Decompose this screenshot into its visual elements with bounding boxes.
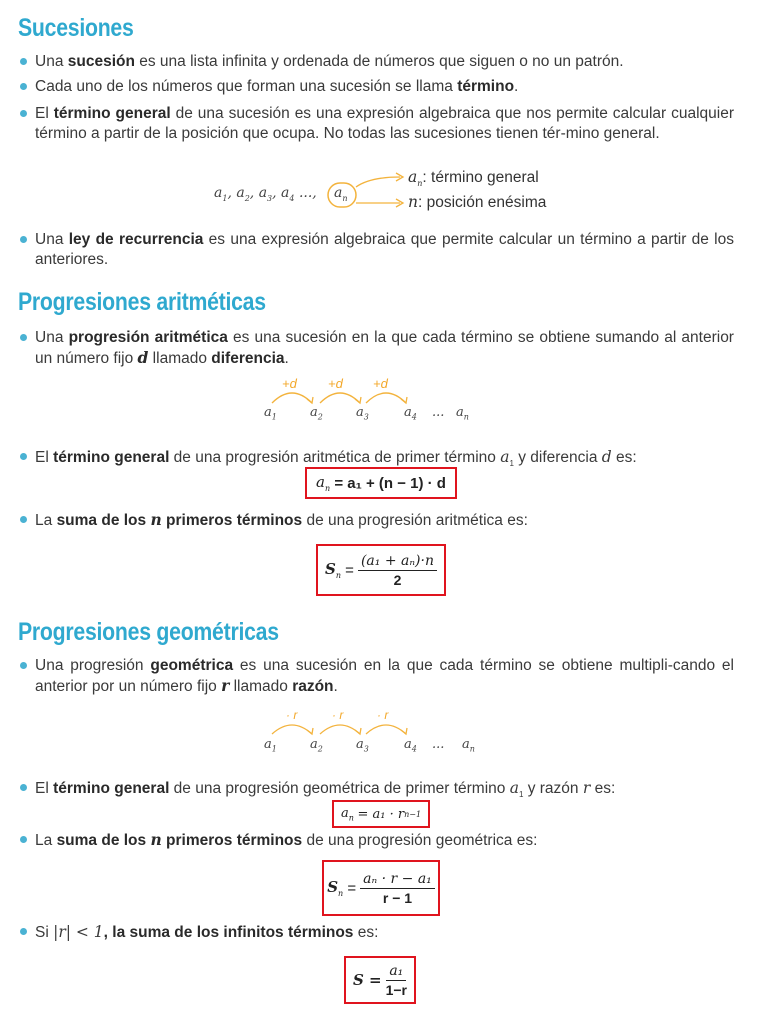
bullet-icon <box>20 58 27 65</box>
bullet-termino-general-geo: El término general de una progresión geométrica de primer término $a_1$ y razón r es: <box>18 778 734 805</box>
sequence-terms: $a_1$, $a_2$, $a_3$, $a_4$ ..., <box>214 185 317 203</box>
term: $a_4$ <box>404 405 417 422</box>
bullet-icon <box>20 453 27 460</box>
diagram-arrows <box>0 165 768 220</box>
an-term: $a_n$ <box>334 185 348 203</box>
label-posicion: n: posición enésima <box>408 193 547 211</box>
section-title-aritmeticas: Progresiones aritméticas <box>18 288 266 316</box>
term: $a_4$ <box>404 737 417 754</box>
arithmetic-diagram <box>0 375 768 430</box>
bullet-progresion-geometrica: Una progresión geométrica es una sucesión en la que cada término se obtiene multipli-cando el anterior por un número fijo r llamado razón. <box>18 656 734 697</box>
ellipsis: ... <box>432 737 445 752</box>
formula-suma-geo: $S_n$ = $\frac{\text{aₙ · r − a₁}}{r - 1}$ <box>322 860 440 916</box>
bullet-icon <box>20 83 27 90</box>
bullet-termino-general: El término general de una sucesión es una expresión algebraica que nos permite calcular cualquier término a partir de la posición que ocupa. No todas las sucesiones tienen tér-mino general. <box>18 104 734 144</box>
geometric-diagram <box>0 708 768 758</box>
bullet-icon <box>20 334 27 341</box>
term: $a_2$ <box>310 737 323 754</box>
bullet-suma-geo: La suma de los n primeros términos de una progresión geométrica es: <box>18 830 734 851</box>
step-label: · r <box>286 708 298 722</box>
step-label: · r <box>377 708 389 722</box>
formula-termino-general-geo: $a_n$ = a₁ · r n−1 <box>332 800 430 828</box>
term: $a_3$ <box>356 405 369 422</box>
step-label: +d <box>328 376 343 391</box>
label-termino-general: $a_n$: término general <box>408 168 539 189</box>
term: $a_1$ <box>264 737 277 754</box>
sequence-diagram <box>0 165 768 220</box>
bullet-suma-infinita: Si |r| < 1, la suma de los infinitos términos es: <box>18 922 734 943</box>
formula-termino-general-arit: $a_n$ = a₁ + (n − 1) · d <box>305 467 457 499</box>
section-title-sucesiones: Sucesiones <box>18 14 134 42</box>
step-label: +d <box>282 376 297 391</box>
section-title-geometricas: Progresiones geométricas <box>18 618 279 646</box>
ellipsis: ... <box>432 405 445 420</box>
bullet-icon <box>20 928 27 935</box>
formula-suma-infinita: S = $\frac{\text{a₁}}{1-r}$ <box>344 956 416 1004</box>
term: $a_n$ <box>462 737 475 754</box>
bullet-suma-arit: La suma de los n primeros términos de una progresión aritmética es: <box>18 510 734 531</box>
step-label: · r <box>332 708 344 722</box>
term: $a_2$ <box>310 405 323 422</box>
bullet-icon <box>20 836 27 843</box>
formula-suma-arit: $S_n$ = $\frac{\text{(a₁ + aₙ)·n}}{2}$ <box>316 544 446 596</box>
bullet-termino: Cada uno de los números que forman una sucesión se llama término. <box>18 77 734 97</box>
bullet-progresion-aritmetica: Una progresión aritmética es una sucesión en la que cada término se obtiene sumando al anterior un número fijo d llamado diferencia. <box>18 328 734 369</box>
bullet-recurrencia: Una ley de recurrencia es una expresión algebraica que permite calcular un término a partir de los anteriores. <box>18 230 734 270</box>
step-label: +d <box>373 376 388 391</box>
bullet-icon <box>20 662 27 669</box>
bullet-termino-general-arit: El término general de una progresión aritmética de primer término $a_1$ y diferencia d es: <box>18 447 734 474</box>
term: $a_3$ <box>356 737 369 754</box>
bullet-icon <box>20 516 27 523</box>
bullet-icon <box>20 110 27 117</box>
term: $a_1$ <box>264 405 277 422</box>
term: $a_n$ <box>456 405 469 422</box>
bullet-icon <box>20 236 27 243</box>
bullet-icon <box>20 784 27 791</box>
bullet-sucesion: Una sucesión es una lista infinita y ordenada de números que siguen o no un patrón. <box>18 52 734 72</box>
